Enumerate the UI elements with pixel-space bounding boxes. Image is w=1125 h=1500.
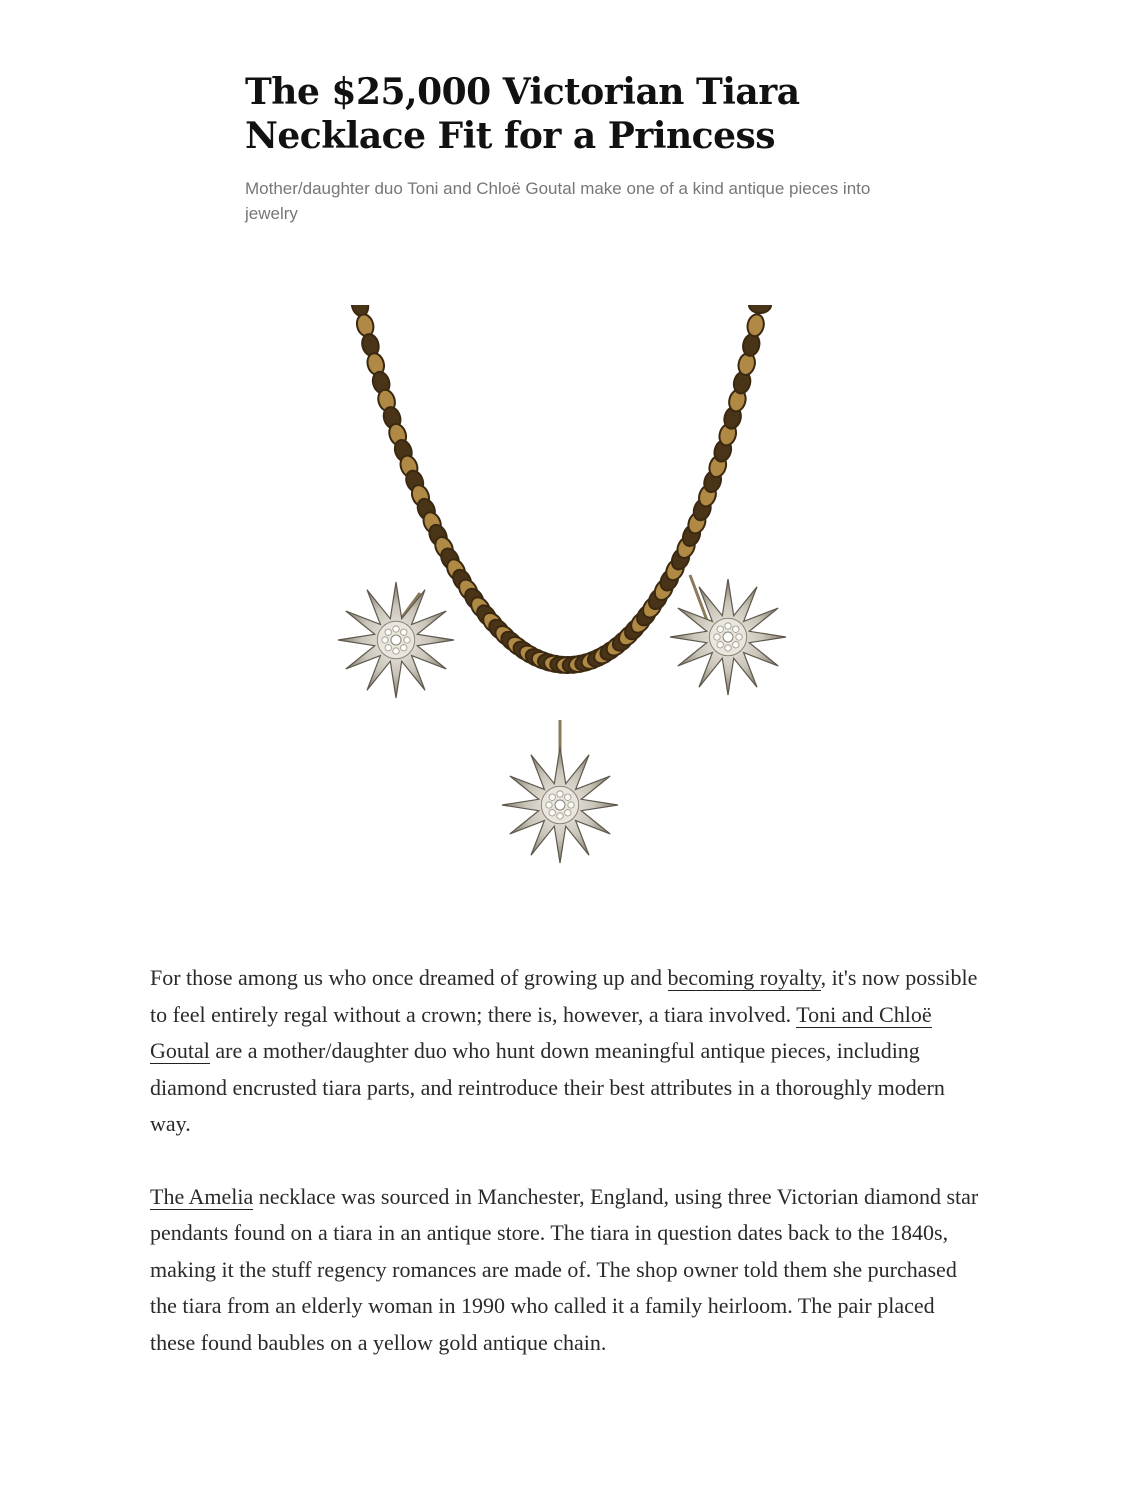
necklace-illustration <box>330 305 800 880</box>
paragraph-text: , it's now possible to feel entirely regal without a crown; there is, however, a tiara involved. <box>150 965 978 1027</box>
paragraph-text: For those among us who once dreamed of growing up and <box>150 965 668 990</box>
chain-link <box>749 305 771 313</box>
paragraph-text: are a mother/daughter duo who hunt down meaningful antique pieces, including diamond encrusted tiara parts, and reintroduce their best attributes in a thoroughly modern way. <box>150 1038 945 1136</box>
hero-image <box>330 305 800 880</box>
star-pendants <box>338 575 786 863</box>
paragraph-text: necklace was sourced in Manchester, England, using three Victorian diamond star pendants found on a tiara in an antique store. The tiara in question dates back to the 1840s, making it the stuff regency romances are made of. The shop owner told them she purchased the tiara from an elderly woman in 1990 who called it a family heirloom. The pair placed these found baubles on a yellow gold antique chain. <box>150 1183 979 1355</box>
article-body <box>150 960 980 1397</box>
chain-link <box>746 313 766 338</box>
star-pendant-center <box>502 747 618 863</box>
link-the-amelia[interactable]: The Amelia <box>150 1183 254 1209</box>
article-dek: Mother/daughter duo Toni and Chloë Goutal make one of a kind antique pieces into jewelry <box>245 179 871 223</box>
link-toni-and-chloe-goutal[interactable]: Toni and Chloë Goutal <box>150 1001 932 1063</box>
paragraph-1 <box>150 960 980 1143</box>
link-becoming-royalty[interactable]: becoming royalty <box>667 965 821 990</box>
paragraph-2 <box>150 1179 980 1362</box>
star-pendant-left <box>338 582 454 698</box>
article-headline: The $25,000 Victorian Tiara Necklace Fit for a Princess <box>245 71 800 157</box>
star-pendant-right <box>670 579 786 695</box>
